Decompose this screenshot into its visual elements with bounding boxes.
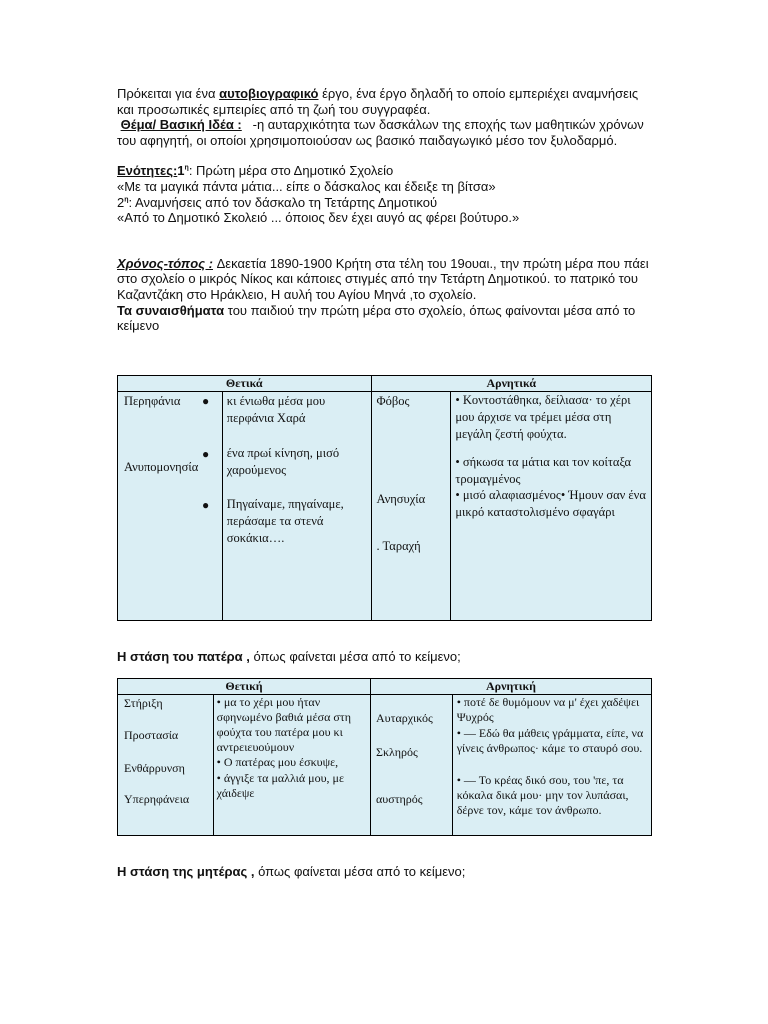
theme-text: -η αυταρχικότητα των δασκάλων της εποχής των μαθητικών χρόνων του αφηγητή, οι οποίοι χρησιμοποιούσαν ως βασικό παιδαγωγικό μέσο τον ξυλοδαρμό. (117, 117, 644, 148)
units-line-1 (117, 163, 657, 179)
feelings-label: Τα συναισθήματα (117, 302, 225, 318)
table1-neg-quote: • σήκωσα τα μάτια και τον κοίταξα τρομαγμένος (455, 455, 632, 486)
intro-bold-word: αυτοβιογραφικό (219, 86, 319, 101)
table1-pos-quotes-cell (222, 392, 371, 621)
table1-neg-label: . Ταραχή (376, 539, 421, 553)
table1-neg-quotes-cell (451, 392, 652, 621)
table2-header-negative: Αρνητική (371, 679, 652, 695)
table2-pos-labels-cell (118, 695, 214, 836)
intro-text-a: Πρόκειται για ένα (117, 86, 220, 101)
table2-neg-quote: • — Το κρέας δικό σου, του 'πε, τα κόκαλα δικά μου· μην τον λυπάσαι, δέρνε τον, κάμε τον άνθρωπο. (456, 773, 629, 817)
intro-paragraph (117, 86, 657, 117)
table2-neg-label: Σκληρός (376, 745, 418, 759)
unit2-number: 2 (117, 194, 125, 210)
feelings-paragraph (117, 303, 657, 334)
unit1-text: : Πρώτη μέρα στο Δημοτικό Σχολείο (188, 163, 394, 179)
unit2-text: : Αναμνήσεις από τον δάσκαλο τη Τετάρτης Δημοτικού (128, 194, 438, 210)
table2-pos-quote: • μα το χέρι μου ήταν σφηνωμένο βαθιά μέσα στη φούχτα του πατέρα μου κι αντρειευούμουν (216, 695, 351, 754)
table2-neg-quotes-cell (452, 695, 651, 836)
document-body (117, 86, 657, 334)
table2-neg-quote: • ποτέ δε θυμόμουν να μ' έχει χαδέψει Ψυχρός (456, 695, 640, 724)
unit2-quote: «Από το Δημοτικό Σκολειό ... όποιος δεν έχει αυγό ας φέρει βούτυρο.» (117, 210, 520, 226)
bullet-icon: ● (202, 447, 210, 461)
table2-pos-label: Υπερηφάνεια (124, 792, 190, 806)
table2-pos-label: Στήριξη (124, 696, 163, 710)
table1-neg-quote: • μισό αλαφιασμένος• Ήμουν σαν ένα μικρό καταστολισμένο σφαγάρι (455, 488, 646, 519)
table1-pos-label: Ανυπομονησία (124, 460, 199, 474)
feelings-table (117, 375, 652, 621)
table1-neg-labels-cell (371, 392, 451, 621)
time-place-label: Χρόνος-τόπος : (117, 255, 213, 271)
table1-pos-labels-cell (118, 392, 223, 621)
table1-neg-quote: • Κοντοστάθηκα, δείλιασα· το χέρι μου άρχισε να τρέμει μέσα στη μεγάλη ζεστή φούχτα. (455, 393, 631, 441)
theme-label: Θέμα/ Βασική Ιδέα : (120, 117, 242, 133)
table2-neg-quote: • — Εδώ θα μάθεις γράμματα, είπε, να γίνεις άνθρωπος· κάμε το σταυρό σου. (456, 726, 644, 755)
table1-pos-quote: κι ένιωθα μέσα μου περφάνια Χαρά (226, 394, 326, 425)
table2-header-positive: Θετική (118, 679, 371, 695)
table2-pos-quote: • Ο πατέρας μου έσκυψε, (216, 755, 339, 769)
mother-text: όπως φαίνεται μέσα από το κείμενο; (254, 864, 466, 879)
table1-header-negative: Αρνητικά (371, 376, 652, 392)
table1-header-positive: Θετικά (118, 376, 372, 392)
table1-neg-label: Ανησυχία (376, 492, 426, 506)
table1-pos-label: Περηφάνια (124, 394, 181, 408)
unit1-quote: «Με τα μαγικά πάντα μάτια... είπε ο δάσκαλος και έδειξε τη βίτσα» (117, 178, 496, 194)
unit1-sup: η (184, 165, 189, 173)
time-place-text: Δεκαετία 1890-1900 Κρήτη στα τέλη του 19ουαι., την πρώτη μέρα που πάει στο σχολείο ο μικρός Νίκος και κάποιες στιγμές από την Τετάρτη Δημοτικού. το πατρικό του Καζαντζάκη στο Ηράκλειο, Η αυλή του Αγίου Μηνά ,το σχολείο. (117, 255, 649, 302)
table2-pos-label: Ενθάρρυνση (124, 761, 185, 775)
table2-neg-label: αυστηρός (376, 792, 423, 806)
intro-text-b: έργο, ένα έργο δηλαδή το οποίο εμπεριέχει αναμνήσεις και προσωπικές εμπειρίες από τη ζωή του συγγραφέα. (117, 86, 639, 117)
father-table (117, 678, 652, 836)
theme-paragraph (117, 117, 657, 148)
mother-heading (117, 864, 465, 880)
table1-pos-quote: ένα πρωί κίνηση, μισό χαρούμενος (226, 446, 340, 477)
table1-neg-label: Φόβος (376, 394, 410, 408)
table2-pos-quotes-cell (213, 695, 370, 836)
father-heading (117, 649, 461, 665)
time-place-paragraph (117, 256, 657, 303)
unit1-number: 1 (177, 163, 185, 179)
feelings-text: του παιδιού την πρώτη μέρα στο σχολείο, όπως φαίνονται μέσα από το κείμενο (117, 302, 636, 334)
unit2-sup: η (124, 196, 129, 204)
mother-label: Η στάση της μητέρας , (117, 864, 255, 879)
table2-pos-label: Προστασία (124, 728, 179, 742)
bullet-icon: ● (202, 394, 210, 408)
father-label: Η στάση του πατέρα , (117, 649, 250, 664)
bullet-icon: ● (202, 498, 210, 512)
table2-neg-labels-cell (371, 695, 453, 836)
units-line-2 (117, 195, 657, 211)
units-label: Ενότητες: (117, 163, 178, 179)
table1-pos-quote: Πηγαίναμε, πηγαίναμε, περάσαμε τα στενά σοκάκια…. (226, 497, 344, 545)
table2-neg-label: Αυταρχικός (376, 711, 433, 725)
table2-pos-quote: • άγγιξε τα μαλλιά μου, με χάιδεψε (216, 771, 345, 800)
father-text: όπως φαίνεται μέσα από το κείμενο; (249, 649, 461, 664)
